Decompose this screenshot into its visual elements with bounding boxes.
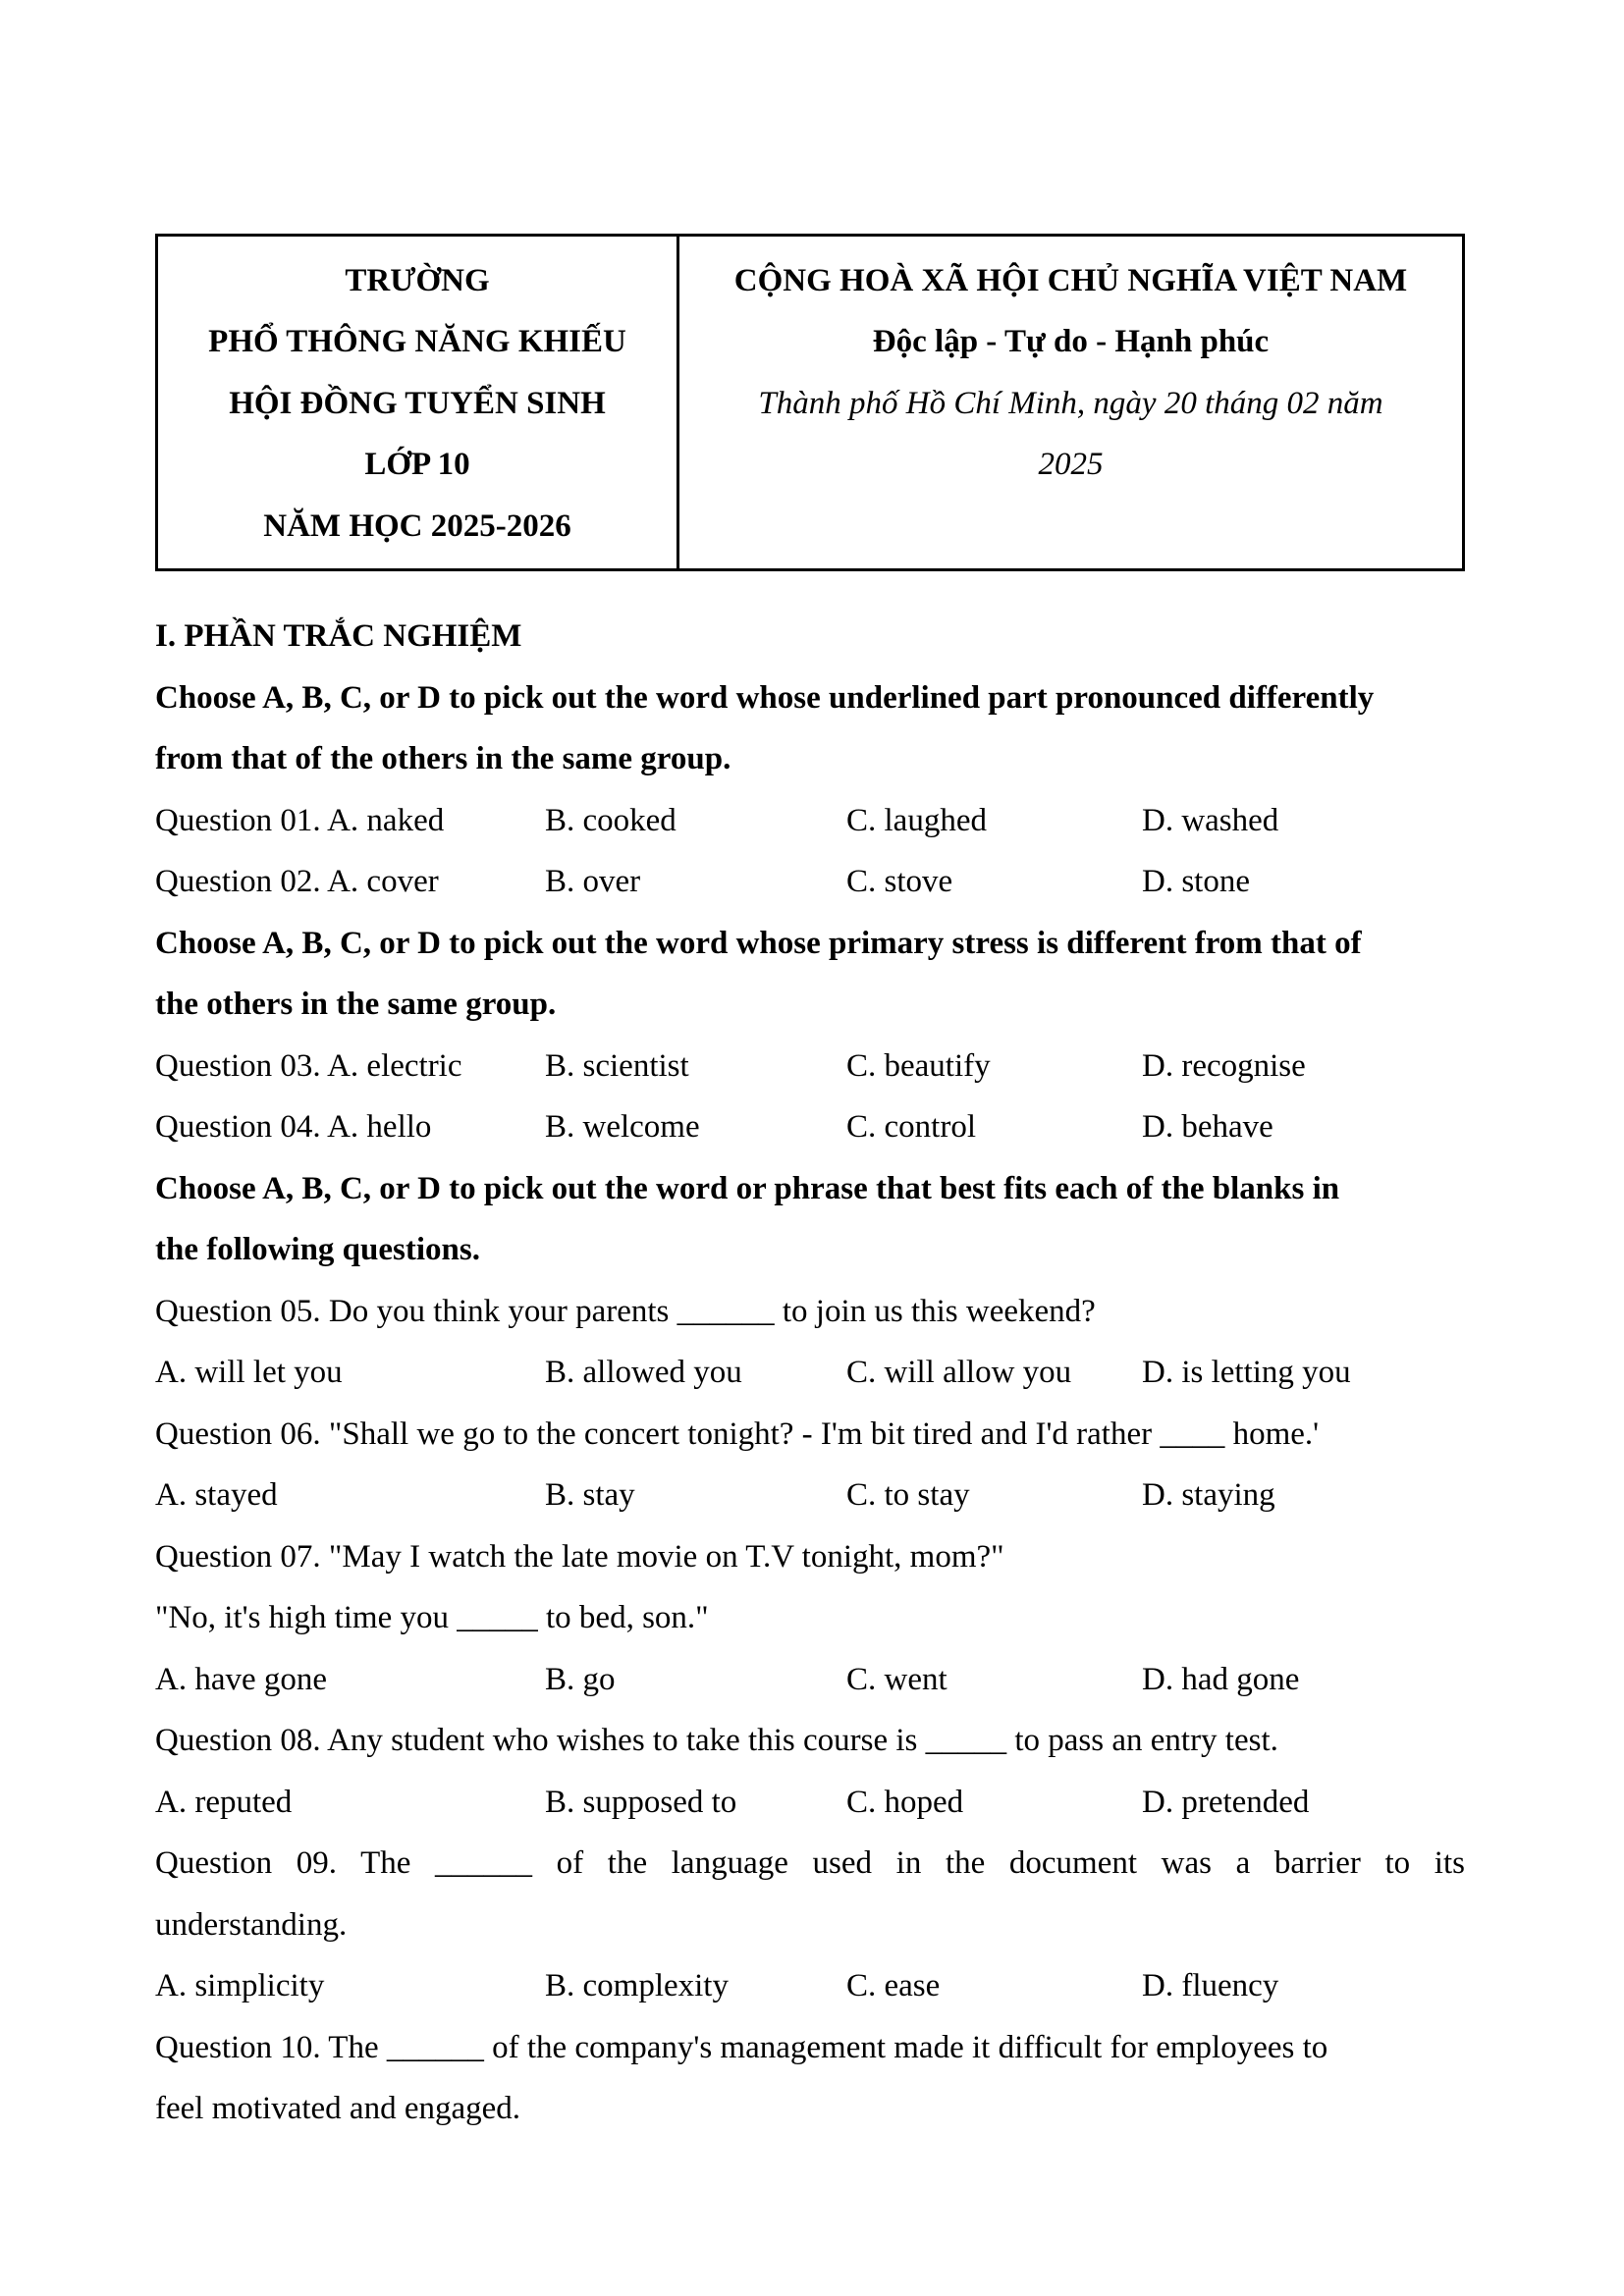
question-04-option-c: C. control — [846, 1109, 976, 1145]
question-03-label-option-a: Question 03. A. electric — [155, 1047, 462, 1084]
question-03-option-c: C. beautify — [846, 1047, 991, 1084]
exam-content — [155, 606, 1465, 2140]
question-07-options — [155, 1649, 1465, 1711]
school-year: NĂM HỌC 2025-2026 — [263, 507, 571, 544]
question-05-options — [155, 1342, 1465, 1404]
school-type: TRƯỜNG — [345, 263, 490, 298]
question-09-options — [155, 1955, 1465, 2017]
question-01-option-b: B. cooked — [545, 802, 677, 838]
question-08-option-d: D. pretended — [1142, 1784, 1310, 1820]
instruction-pronunciation-line2: from that of the others in the same group. — [155, 741, 731, 776]
question-01-option-d: D. washed — [1142, 802, 1279, 838]
grade-level: LỚP 10 — [364, 447, 470, 483]
question-10-stem-line2: feel motivated and engaged. — [155, 2091, 521, 2126]
question-02-option-c: C. stove — [846, 864, 953, 899]
question-07-stem-line1: Question 07. "May I watch the late movie on T.V tonight, mom?" — [155, 1538, 1004, 1575]
instruction-stress-line1: Choose A, B, C, or D to pick out the word whose primary stress is different from that of — [155, 925, 1362, 961]
question-04-option-b: B. welcome — [545, 1109, 700, 1145]
question-04 — [155, 1096, 1465, 1158]
instruction-blanks-line2: the following questions. — [155, 1232, 480, 1267]
question-08-option-b: B. supposed to — [545, 1784, 737, 1820]
question-02 — [155, 851, 1465, 913]
question-08-option-a: A. reputed — [155, 1784, 293, 1820]
question-07-option-a: A. have gone — [155, 1661, 328, 1697]
question-03-option-b: B. scientist — [545, 1047, 689, 1084]
question-02-label-option-a: Question 02. A. cover — [155, 864, 439, 899]
question-05-option-d: D. is letting you — [1142, 1355, 1351, 1390]
question-07-stem-line2: "No, it's high time you _____ to bed, son." — [155, 1600, 709, 1635]
question-07-option-c: C. went — [846, 1661, 947, 1697]
question-09-option-b: B. complexity — [545, 1968, 729, 2003]
question-02-option-d: D. stone — [1142, 864, 1250, 899]
question-03-option-d: D. recognise — [1142, 1047, 1306, 1084]
question-06-option-b: B. stay — [545, 1477, 635, 1513]
instruction-pronunciation-line1: Choose A, B, C, or D to pick out the word whose underlined part pronounced differently — [155, 679, 1375, 716]
instruction-stress-line2: the others in the same group. — [155, 987, 557, 1022]
question-06-stem: Question 06. "Shall we go to the concert tonight? - I'm bit tired and I'd rather ____ home.' — [155, 1415, 1320, 1452]
question-07-option-b: B. go — [545, 1661, 616, 1697]
question-04-label-option-a: Question 04. A. hello — [155, 1109, 432, 1145]
question-09-option-c: C. ease — [846, 1968, 941, 2003]
question-06-option-a: A. stayed — [155, 1477, 278, 1513]
header-table — [155, 234, 1465, 571]
question-04-option-d: D. behave — [1142, 1109, 1273, 1145]
question-02-option-b: B. over — [545, 864, 641, 899]
school-info-cell — [158, 237, 679, 568]
question-09-option-a: A. simplicity — [155, 1968, 325, 2003]
question-06-option-c: C. to stay — [846, 1477, 970, 1513]
question-05-stem: Question 05. Do you think your parents ______ to join us this weekend? — [155, 1293, 1096, 1329]
question-09-stem-line1: Question 09. The ______ of the language used in the document was a barrier to its — [155, 1845, 1465, 1881]
section-title: I. PHẦN TRẮC NGHIỆM — [155, 618, 522, 654]
date-year: 2025 — [1038, 447, 1104, 483]
national-header-cell — [679, 237, 1462, 568]
question-05-option-a: A. will let you — [155, 1355, 343, 1390]
school-name: PHỔ THÔNG NĂNG KHIẾU — [208, 324, 626, 360]
date-line: Thành phố Hồ Chí Minh, ngày 20 tháng 02 năm — [758, 385, 1383, 421]
question-05-option-b: B. allowed you — [545, 1355, 742, 1390]
question-06-option-d: D. staying — [1142, 1477, 1275, 1513]
country-name: CỘNG HOÀ XÃ HỘI CHỦ NGHĨA VIỆT NAM — [733, 263, 1408, 298]
question-05-option-c: C. will allow you — [846, 1355, 1072, 1390]
instruction-blanks-line1: Choose A, B, C, or D to pick out the word or phrase that best fits each of the blanks in — [155, 1170, 1340, 1206]
question-08-options — [155, 1772, 1465, 1834]
question-08-stem: Question 08. Any student who wishes to take this course is _____ to pass an entry test. — [155, 1723, 1278, 1758]
question-09-option-d: D. fluency — [1142, 1968, 1279, 2003]
question-07-option-d: D. had gone — [1142, 1661, 1300, 1697]
question-06-options — [155, 1465, 1465, 1526]
question-01 — [155, 790, 1465, 852]
question-01-label-option-a: Question 01. A. naked — [155, 802, 445, 838]
admissions-council: HỘI ĐỒNG TUYỂN SINH — [229, 385, 606, 421]
question-10-stem-line1: Question 10. The ______ of the company's management made it difficult for employees to — [155, 2029, 1328, 2065]
national-motto: Độc lập - Tự do - Hạnh phúc — [872, 324, 1270, 360]
question-03 — [155, 1036, 1465, 1097]
question-09-stem-line2: understanding. — [155, 1906, 348, 1943]
question-01-option-c: C. laughed — [846, 802, 987, 838]
question-08-option-c: C. hoped — [846, 1784, 964, 1820]
